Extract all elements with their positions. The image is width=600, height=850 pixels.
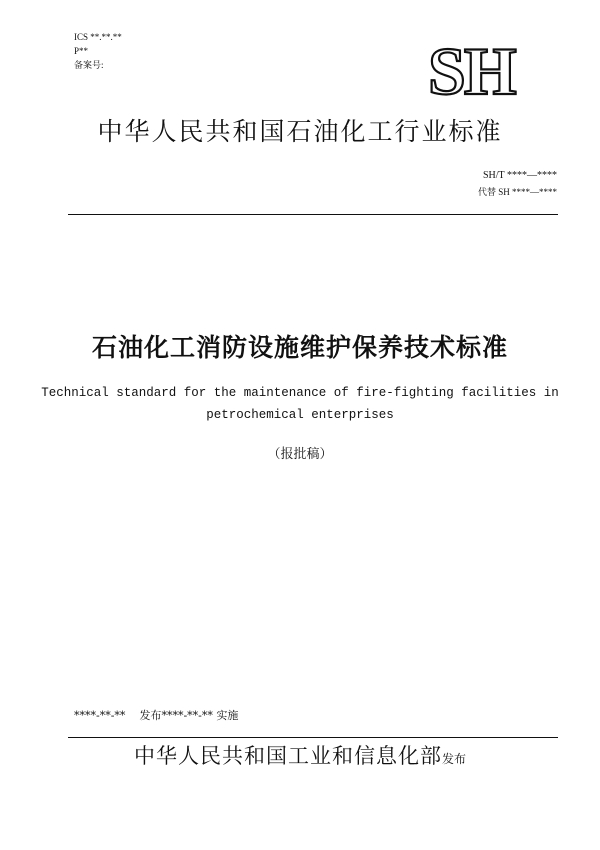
org-title: 中华人民共和国石油化工行业标准 — [97, 117, 503, 146]
standard-title-en-line2: petrochemical enterprises — [206, 408, 394, 422]
publish-date: ****-**-** — [74, 709, 126, 722]
standard-title-en — [40, 382, 560, 426]
header-divider — [68, 214, 558, 215]
replaces-standard: 代替 SH ****—**** — [477, 187, 557, 197]
sh-logo-text: SH — [428, 38, 515, 102]
ics-code: ICS **.**.** — [74, 32, 122, 42]
effective-label: 实施 — [216, 709, 239, 722]
standard-title-cn: 石油化工消防设施维护保养技术标准 — [91, 333, 508, 362]
issuer-suffix: 发布 — [441, 752, 466, 766]
issuer-name: 中华人民共和国工业和信息化部 — [133, 744, 442, 768]
issuer — [0, 740, 600, 770]
document-meta — [74, 30, 122, 72]
footer-divider — [68, 737, 558, 738]
filing-number-label: 备案号: — [74, 60, 104, 70]
category-code: P** — [74, 46, 89, 56]
effective-date: ****-**-** — [161, 709, 213, 722]
standard-title-en-line1: Technical standard for the maintenance of fire-fighting facilities in — [41, 386, 559, 400]
dates-line — [74, 707, 238, 723]
standard-number-block — [478, 168, 557, 200]
sh-logo — [424, 38, 544, 102]
standard-number: SH/T ****—**** — [483, 170, 557, 181]
draft-status: （报批稿） — [267, 447, 333, 462]
publish-label: 发布 — [139, 709, 162, 722]
